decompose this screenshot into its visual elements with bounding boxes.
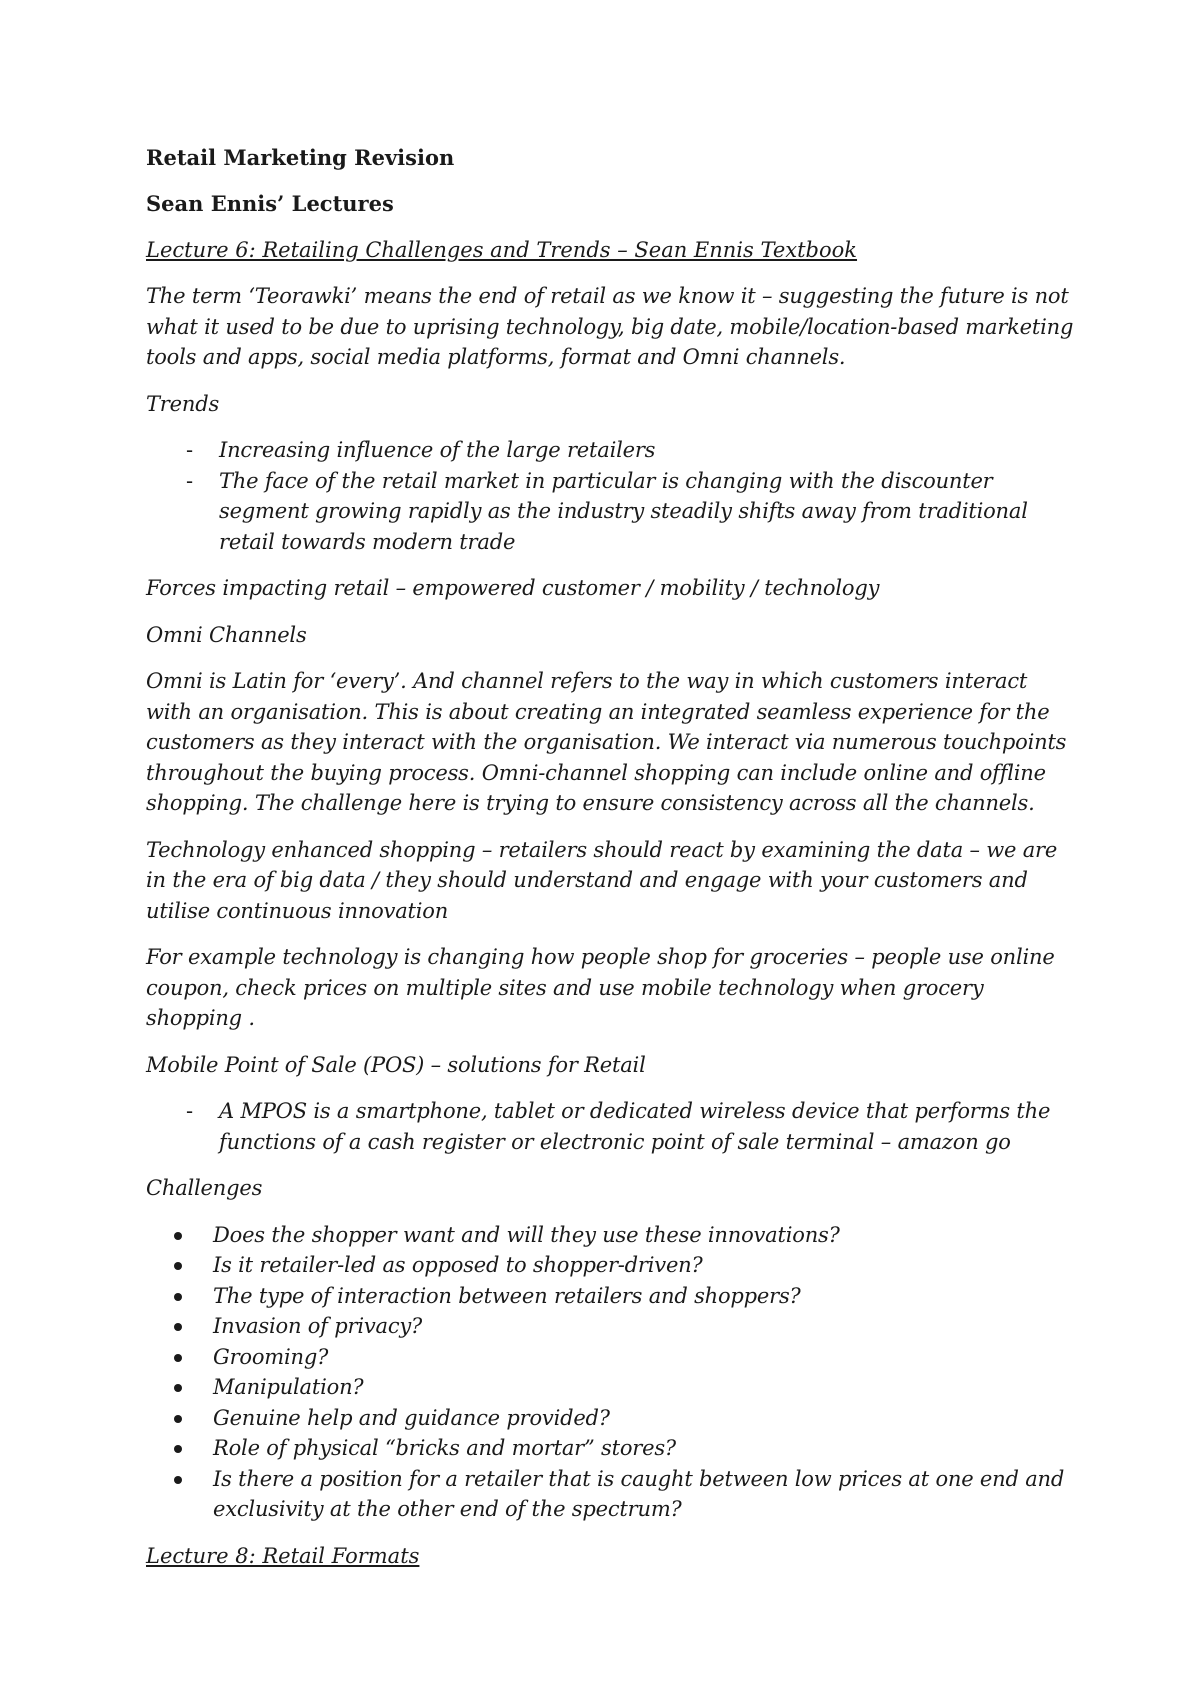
list-item <box>146 466 1076 558</box>
list-item <box>146 1342 1076 1373</box>
bullet-icon <box>174 1232 182 1240</box>
bullet-icon <box>174 1354 182 1362</box>
list-item <box>146 1096 1076 1157</box>
list-item <box>146 1220 1076 1251</box>
list-item-text: The face of the retail market in particular is changing with the discounter segment growing rapidly as the industry steadily shifts away from traditional retail towards modern trade <box>219 468 1028 554</box>
list-item <box>146 1464 1076 1525</box>
example-paragraph: For example technology is changing how people shop for groceries – people use online coupon, check prices on multiple sites and use mobile technology when grocery shopping . <box>146 945 1055 1030</box>
bullet-icon <box>174 1384 182 1392</box>
list-item <box>146 1433 1076 1464</box>
list-item-text: A MPOS is a smartphone, tablet or dedicated wireless device that performs the functions of a cash register or electronic point of sale terminal – amazon go <box>219 1099 1051 1154</box>
list-item-text: Manipulation? <box>213 1375 364 1399</box>
list-item <box>146 1281 1076 1312</box>
dash-marker: - <box>186 468 193 493</box>
list-item <box>146 1250 1076 1281</box>
challenges-list <box>146 1220 1076 1525</box>
omni-heading: Omni Channels <box>146 622 307 647</box>
list-item-text: Invasion of privacy? <box>213 1314 423 1338</box>
dash-marker: - <box>186 1099 193 1123</box>
list-item <box>146 1311 1076 1342</box>
mpos-heading: Mobile Point of Sale (POS) – solutions for Retail <box>146 1052 646 1077</box>
list-item-text: Grooming? <box>213 1344 329 1369</box>
list-item-text: Does the shopper want and will they use these innovations? <box>213 1222 840 1247</box>
technology-paragraph: Technology enhanced shopping – retailers should react by examining the data – we are in the era of big data / they should understand and engage with your customers and utilise continuous innovation <box>146 837 1058 923</box>
list-item <box>146 435 1076 466</box>
challenges-heading: Challenges <box>146 1176 263 1200</box>
dash-marker: - <box>186 438 193 462</box>
list-item <box>146 1372 1076 1403</box>
mpos-list <box>146 1096 1076 1157</box>
document-title: Retail Marketing Revision <box>146 145 455 170</box>
bullet-icon <box>174 1323 182 1331</box>
list-item <box>146 1403 1076 1434</box>
list-item-text: Is it retailer-led as opposed to shopper-driven? <box>213 1253 703 1277</box>
forces-paragraph: Forces impacting retail – empowered customer / mobility / technology <box>146 576 880 600</box>
bullet-icon <box>174 1293 182 1301</box>
bullet-icon <box>174 1415 182 1423</box>
lecture-6-heading: Lecture 6: Retailing Challenges and Trends – Sean Ennis Textbook <box>146 238 858 262</box>
teorawki-paragraph: The term ‘Teorawki’ means the end of retail as we know it – suggesting the future is not what it used to be due to uprising technology, big date, mobile/location-based marketing tools and apps, social media platforms, format and Omni channels. <box>146 284 1074 369</box>
trends-heading: Trends <box>146 391 220 416</box>
omni-paragraph: Omni is Latin for ‘every’. And channel refers to the way in which customers interact with an organisation. This is about creating an integrated seamless experience for the customers as they interact with the organisation. We interact via numerous touchpoints throughout the buying process. Omni-channel shopping can include online and offline shopping. The challenge here is trying to ensure consistency across all the channels. <box>146 669 1067 815</box>
bullet-icon <box>174 1476 182 1484</box>
document-page <box>146 143 1076 1587</box>
list-item-text: Genuine help and guidance provided? <box>213 1405 610 1430</box>
bullet-icon <box>174 1262 182 1270</box>
list-item-text: Is there a position for a retailer that is caught between low prices at one end and exclusivity at the other end of the spectrum? <box>213 1466 1065 1521</box>
list-item-text: Role of physical “bricks and mortar” stores? <box>213 1436 676 1460</box>
bullet-icon <box>174 1445 182 1453</box>
list-item-text: The type of interaction between retailers and shoppers? <box>213 1283 801 1308</box>
document-subtitle: Sean Ennis’ Lectures <box>146 191 394 216</box>
list-item-text: Increasing influence of the large retailers <box>219 438 656 462</box>
trends-list <box>146 435 1076 557</box>
lecture-8-heading: Lecture 8: Retail Formats <box>146 1543 420 1568</box>
